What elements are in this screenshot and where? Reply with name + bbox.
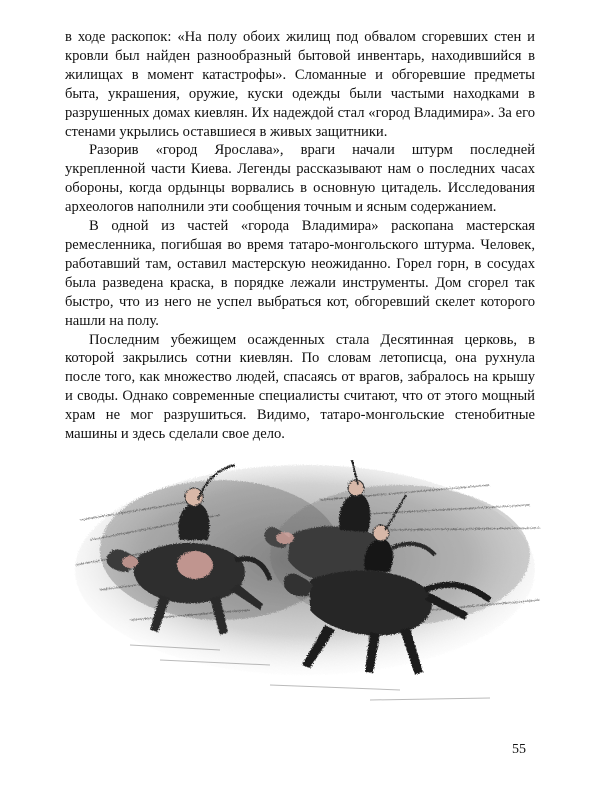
horsemen-illustration (70, 460, 545, 715)
page-number: 55 (512, 742, 526, 757)
paragraph-1: в ходе раскопок: «На полу обоих жилищ под обвалом сгоревших стен и кровли был найден разнообразный бытовой инвентарь, находившийся в жилищах в момент катастрофы». Сломанные и обгоревшие предметы быта, украшения, оружие, куски одежды были частыми находками в разрушенных домах киевлян. Их надеждой стал «город Владимира». За его стенами укрылись оставшиеся в живых защитники. (65, 29, 535, 140)
paragraph-4: Последним убежищем осажденных стала Десятинная церковь, в которой закрылись сотни киевлян. По словам летописца, она рухнула после того, как множество людей, спасаясь от врагов, забралось на крышу и своды. Однако современные специалисты считают, что от этого мощный храм не мог разрушиться. Видимо, татаро-монгольские стенобитные машины и здесь сделали свое дело. (65, 331, 535, 443)
paragraph-2: Разорив «город Ярослава», враги начали штурм последней укрепленной части Киева. Легенды рассказывают нам о последних часах обороны, когда ордынцы ворвались в основную цитадель. Исследования археологов наполнили эти сообщения точным и ясным содержанием. (65, 142, 535, 216)
paragraph-3: В одной из частей «города Владимира» раскопана мастерская ремесленника, погибшая во время татаро-монгольского штурма. Человек, работавший там, оставил мастерскую неожиданно. Горел горн, в сосудах была разведена краска, в порядке лежали инструменты. Дом сгорел так быстро, что из него не успел выбраться кот, обгоревший скелет которого нашли на полу. (65, 218, 535, 329)
article-text (65, 28, 535, 444)
